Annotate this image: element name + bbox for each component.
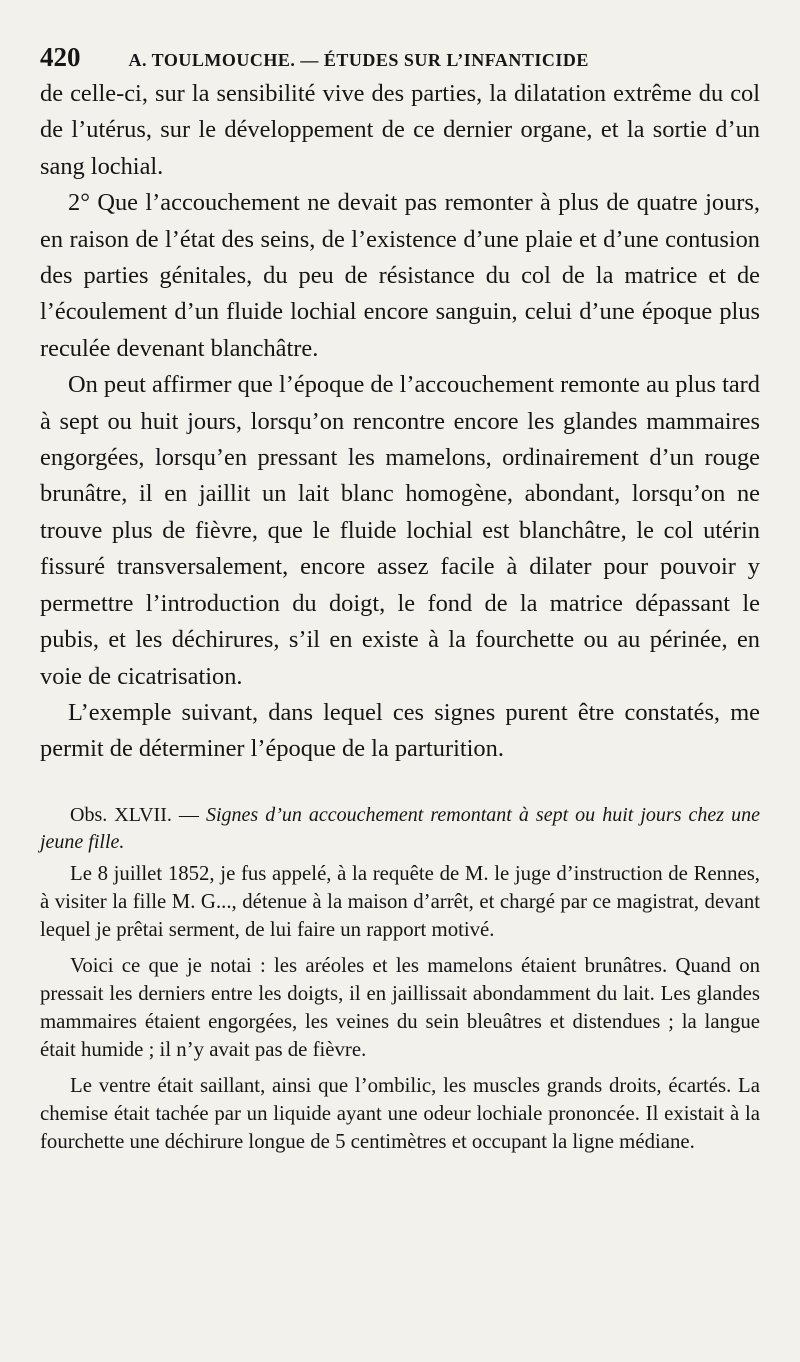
observation-label: Obs. XLVII. —	[70, 803, 206, 826]
page-number: 420	[40, 42, 81, 72]
observation-paragraph: Voici ce que je notai : les aréoles et les mamelons étaient brunâtres. Quand on pressait les derniers entre les doigts, il en jaillissait abondamment du lait. Les glandes mammaires étaient engorgées, les veines du sein bleuâtres et distendues ; la langue était humide ; il n’y avait pas de fièvre.	[40, 953, 760, 1061]
observation-paragraph: Le 8 juillet 1852, je fus appelé, à la requête de M. le juge d’instruction de Rennes, à visiter la fille M. G..., détenue à la maison d’arrêt, et chargé par ce magistrat, devant lequel je prêtai serment, de lui faire un rapport motivé.	[40, 861, 760, 941]
paragraph-continuation: de celle-ci, sur la sensibilité vive des parties, la dilatation extrême du col de l’utérus, sur le développement de ce dernier organe, et la sortie d’un sang lochial.	[40, 80, 760, 180]
paragraph-example-intro: L’exemple suivant, dans lequel ces signes purent être constatés, me permit de déterminer l’époque de la parturition.	[40, 698, 760, 763]
paragraph-conclusion-2: 2° Que l’accouchement ne devait pas remonter à plus de quatre jours, en raison de l’état des seins, de l’existence d’une plaie et d’une contusion des parties génitales, du peu de résistance du col de la matrice et de l’écoulement d’un fluide lochial encore sanguin, celui d’une époque plus reculée devenant blanchâtre.	[40, 189, 760, 362]
running-title: A. TOULMOUCHE. — ÉTUDES SUR L’INFANTICIDE	[128, 50, 589, 70]
running-header	[40, 42, 760, 76]
observation-title	[40, 802, 760, 856]
observation-section	[40, 802, 760, 1156]
observation-heading: Signes d’un accouchement remontant à sept ou huit jours chez une jeune fille.	[40, 803, 760, 853]
observation-paragraph: Le ventre était saillant, ainsi que l’ombilic, les muscles grands droits, écartés. La chemise était tachée par un liquide ayant une odeur lochiale prononcée. Il existait à la fourchette une déchirure longue de 5 centimètres et occupant la ligne médiane.	[40, 1073, 760, 1153]
paragraph-signs: On peut affirmer que l’époque de l’accouchement remonte au plus tard à sept ou huit jours, lorsqu’on rencontre encore les glandes mammaires engorgées, lorsqu’en pressant les mamelons, ordinairement d’un rouge brunâtre, il en jaillit un lait blanc homogène, abondant, lorsqu’on ne trouve plus de fièvre, que le fluide lochial est blanchâtre, le col utérin fissuré transversalement, encore assez facile à dilater pour pouvoir y permettre l’introduction du doigt, le fond de la matrice dépassant le pubis, et les déchirures, s’il en existe à la fourchette ou au périnée, en voie de cicatrisation.	[40, 371, 760, 690]
main-text	[40, 76, 760, 768]
